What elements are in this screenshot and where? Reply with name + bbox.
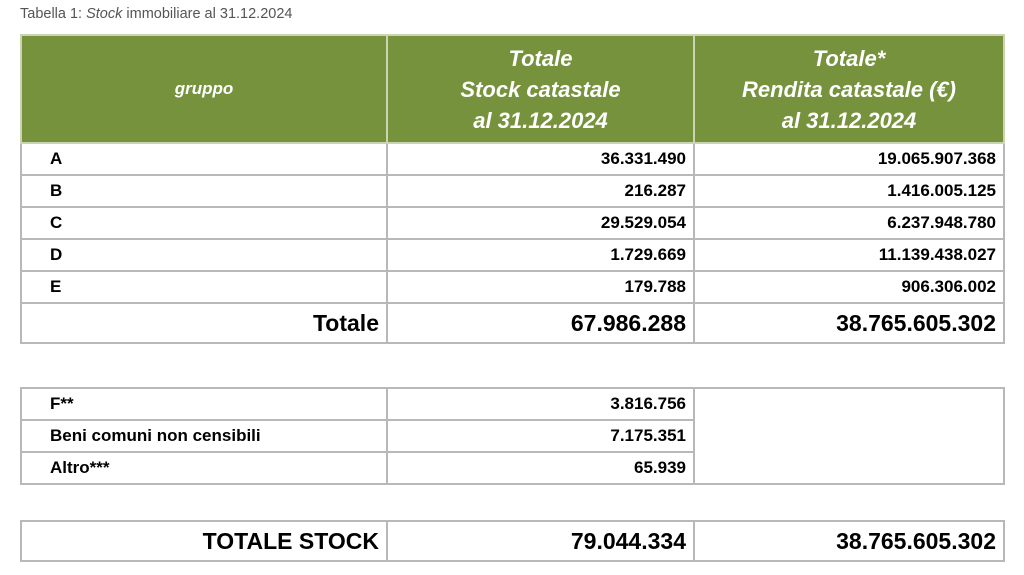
table-row: B 216.287 1.416.005.125 xyxy=(21,175,1004,207)
table-row: Beni comuni non censibili 7.175.351 xyxy=(21,420,1004,452)
table-row: E 179.788 906.306.002 xyxy=(21,271,1004,303)
table-row: A 36.331.490 19.065.907.368 xyxy=(21,143,1004,175)
empty-cell xyxy=(694,388,1004,484)
table-row: F** 3.816.756 xyxy=(21,388,1004,420)
grand-total-row: TOTALE STOCK 79.044.334 38.765.605.302 xyxy=(21,521,1004,561)
header-rendita: Totale* Rendita catastale (€) al 31.12.2024 xyxy=(694,35,1004,143)
table-row: C 29.529.054 6.237.948.780 xyxy=(21,207,1004,239)
header-stock: Totale Stock catastale al 31.12.2024 xyxy=(387,35,694,143)
stock-table xyxy=(20,34,1005,344)
grand-total-table xyxy=(20,520,1005,562)
header-row xyxy=(21,35,1004,143)
table-row: D 1.729.669 11.139.438.027 xyxy=(21,239,1004,271)
total-row: Totale 67.986.288 38.765.605.302 xyxy=(21,303,1004,343)
other-stock-table xyxy=(20,387,1005,485)
table-caption: Tabella 1: Stock immobiliare al 31.12.2024 xyxy=(20,6,293,22)
table-row: Altro*** 65.939 xyxy=(21,452,1004,484)
header-gruppo: gruppo xyxy=(21,35,387,143)
